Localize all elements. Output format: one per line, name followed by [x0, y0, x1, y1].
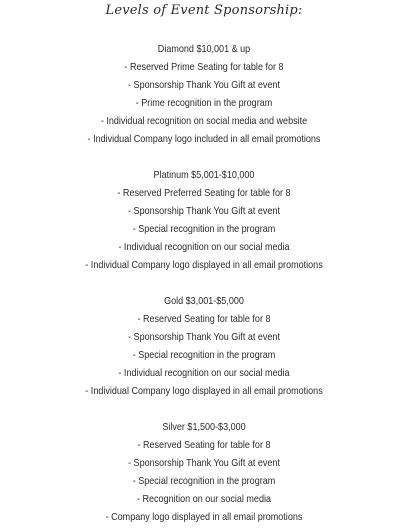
benefit-item: - Recognition on our social media: [136, 493, 272, 505]
benefit-item: - Individual recognition on social media and website: [100, 115, 308, 127]
benefit-item: - Special recognition in the program: [132, 223, 276, 235]
benefit-item: - Special recognition in the program: [132, 349, 276, 361]
benefit-item: - Sponsorship Thank You Gift at event: [128, 205, 280, 217]
benefit-item: - Reserved Seating for table for 8: [137, 313, 271, 325]
benefit-item: - Company logo displayed in all email promotions: [105, 511, 303, 523]
benefit-item: - Individual Company logo displayed in all email promotions: [85, 385, 323, 397]
benefit-item: - Reserved Preferred Seating for table for 8: [117, 187, 291, 199]
tier-heading: Silver $1,500-$3,000: [162, 421, 246, 433]
tier-heading: Platinum $5,001-$10,000: [153, 169, 255, 181]
benefit-item: - Reserved Prime Seating for table for 8: [124, 61, 284, 73]
benefit-item: - Special recognition in the program: [132, 475, 276, 487]
benefit-item: - Prime recognition in the program: [135, 97, 273, 109]
tier-silver: [0, 418, 408, 526]
benefit-item: - Sponsorship Thank You Gift at event: [128, 79, 280, 91]
benefit-item: - Reserved Seating for table for 8: [137, 439, 271, 451]
benefit-item: - Sponsorship Thank You Gift at event: [128, 331, 280, 343]
benefit-item: - Sponsorship Thank You Gift at event: [128, 457, 280, 469]
benefit-item: - Individual recognition on our social media: [118, 367, 290, 379]
benefit-item: - Individual Company logo displayed in all email promotions: [85, 259, 323, 271]
tier-gold: [0, 292, 408, 400]
tier-platinum: [0, 166, 408, 274]
page-title: Levels of Event Sponsorship:: [105, 3, 303, 18]
tier-heading: Diamond $10,001 & up: [157, 43, 251, 55]
benefit-item: - Individual recognition on our social media: [118, 241, 290, 253]
tier-heading: Gold $3,001-$5,000: [164, 295, 244, 307]
benefit-item: - Individual Company logo included in all email promotions: [87, 133, 321, 145]
tier-diamond: [0, 40, 408, 148]
